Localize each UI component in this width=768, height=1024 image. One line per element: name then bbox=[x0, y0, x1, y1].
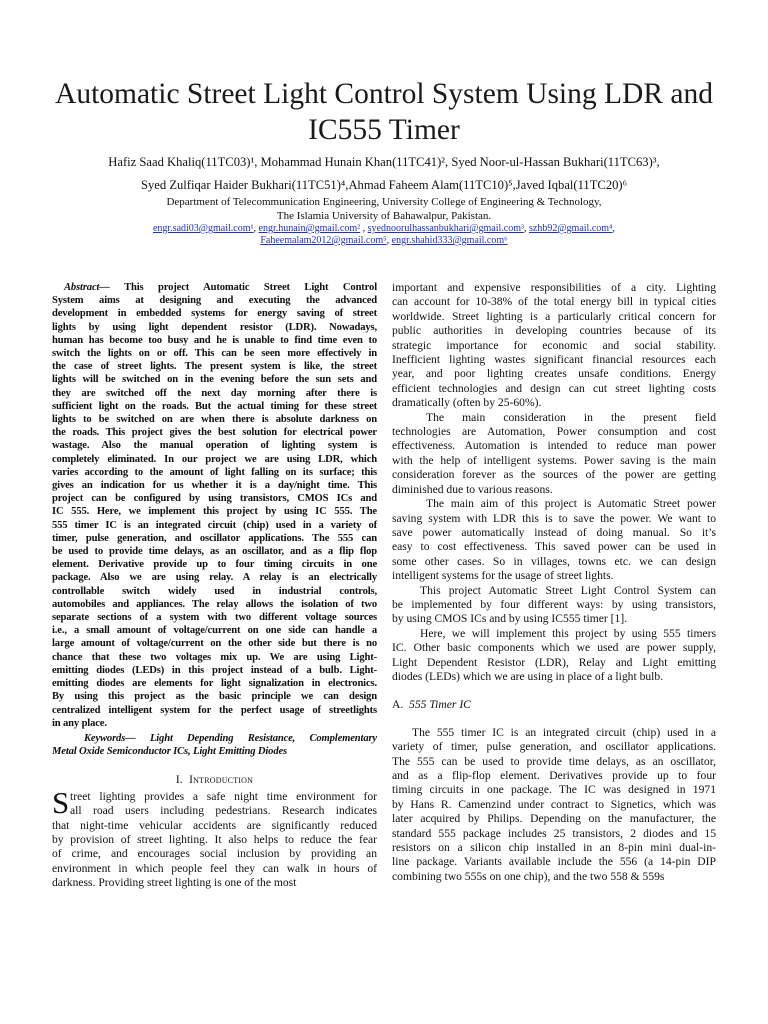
text-line: combining two 555s on one chip), and the two 558 & 559s bbox=[392, 869, 665, 883]
author-list bbox=[0, 151, 768, 197]
text-line: IC 555. Here, we implement this project by using IC 555. The bbox=[52, 506, 377, 518]
text-line: automobiles and appliances. The relay allows the isolation of two bbox=[52, 598, 377, 610]
text-line: be used to provide time delays, as an oscillator, and as a flip flop bbox=[52, 546, 377, 558]
text-line: and as a flip-flop element. Derivatives provide up to four bbox=[392, 769, 716, 782]
text-line: package. Also we are using relay. A relay is an electrically bbox=[52, 572, 377, 584]
text-line: treet lighting provides a safe night time environment for bbox=[70, 789, 377, 803]
email-separator: , bbox=[360, 223, 368, 234]
text-line: Metal Oxide Semiconductor ICs, Light Emitting Diodes bbox=[52, 746, 287, 758]
text-line: By using this project as the basic principle we can design bbox=[52, 691, 377, 703]
affiliation bbox=[0, 195, 768, 223]
author-line: Hafiz Saad Khaliq(11TC03)¹, Mohammad Hunain Khan(11TC41)², Syed Noor-ul-Hassan Bukhari(11TC63)³, bbox=[108, 155, 660, 169]
text-line: line package. Variants available include the 556 (a 14-pin DIP bbox=[392, 855, 716, 869]
text-line: centralized intelligent system for the perfect usage of streetlights bbox=[52, 704, 377, 716]
keywords-label: Keywords— bbox=[84, 732, 136, 744]
text-line: The main consideration in the present field bbox=[426, 410, 716, 424]
subsection-title: 555 Timer IC bbox=[409, 698, 471, 712]
text-line: public authorities in developing countries because of its bbox=[392, 324, 716, 338]
email-link[interactable]: engr.hunain@gmail.com² bbox=[258, 223, 361, 234]
text-line: project can be configured by using transistors, CMOS ICs and bbox=[52, 493, 377, 505]
text-fragment: This project Automatic Street Light Control bbox=[109, 282, 377, 293]
text-line: save power automatically instead of doing manual. So it’s bbox=[392, 525, 716, 539]
text-line: i.e., a small amount of voltage/current on one side can handle a bbox=[52, 625, 377, 637]
text-line: emitting diodes (LEDs) in this project instead of a bulb. Light- bbox=[52, 664, 377, 676]
paragraph bbox=[392, 584, 716, 627]
text-line: Inefficient lighting wastes significant financial resources each bbox=[392, 353, 716, 367]
text-line: timing circuits in one package. The IC was designed in 1971 bbox=[392, 783, 716, 797]
text-line: by provision of street lighting. It also helps to reduce the fear bbox=[52, 832, 377, 846]
text-line: This project Automatic Street Light Control System can bbox=[420, 583, 716, 597]
text-line: Here, we will implement this project by using 555 timers bbox=[420, 626, 716, 640]
text-line: development in embedded systems for energy saving of street bbox=[52, 308, 377, 320]
text-line: effectiveness. Automation is intended to reduce man power bbox=[392, 439, 716, 453]
text-line: completely eliminated. In our project we are using LDR, which bbox=[52, 453, 377, 465]
text-line: 555 timer IC is an integrated circuit (chip) used in a variety of bbox=[52, 519, 377, 531]
text-line: by using CMOS ICs and by using IC555 timer [1]. bbox=[392, 612, 628, 626]
title-line: IC555 Timer bbox=[308, 114, 460, 146]
text-line bbox=[52, 732, 377, 745]
text-fragment: Light Depending Resistance, Complementary bbox=[135, 732, 377, 744]
paragraph bbox=[392, 281, 716, 411]
text-line: be implemented by four different ways: by using transistors, bbox=[392, 597, 716, 611]
text-line: wastage. Also the manual operation of lighting system is bbox=[52, 440, 377, 452]
text-line: environment in which people feel they can walk in hours of bbox=[52, 861, 377, 875]
text-line: diodes (LEDs) which we are using in place of a light bulb. bbox=[392, 669, 664, 683]
text-line: in any place. bbox=[52, 717, 107, 729]
paragraph bbox=[392, 411, 716, 497]
text-line: they are switched off the next day morning after there is bbox=[52, 387, 377, 399]
text-line: consideration forever as the sources of the power are getting bbox=[392, 468, 716, 482]
text-line: lights to be switched on are when there is absolute darkness on bbox=[52, 414, 377, 426]
introduction-text bbox=[52, 784, 377, 891]
text-line: the roads. This project gives the best solution for electrical power bbox=[52, 427, 377, 439]
paragraph bbox=[392, 726, 716, 884]
section-heading-introduction bbox=[52, 773, 377, 787]
abstract-label: Abstract— bbox=[64, 282, 110, 293]
text-line: by Hans R. Camenzind under contract to Signetics, which was bbox=[392, 797, 716, 811]
text-line: year, and poor lighting creates unsafe conditions. Energy bbox=[392, 367, 716, 381]
text-line: resistors on a silicon chip installed in an 8-pin mini dual-in- bbox=[392, 841, 716, 855]
text-line: efficient technologies and design can cut street lighting costs bbox=[392, 381, 716, 395]
section-title: Introduction bbox=[189, 773, 254, 786]
section-number: I. bbox=[175, 773, 183, 786]
text-line: large amount of voltage/current on the other side but there is no bbox=[52, 638, 377, 650]
text-line: variety of timer, pulse generation, and oscillator applications. bbox=[392, 740, 716, 754]
text-line: separate sections of a system with two different voltage sources bbox=[52, 612, 377, 624]
text-line: darkness. Providing street lighting is one of the most bbox=[52, 876, 297, 890]
email-link[interactable]: engr.sadi03@gmail.com¹ bbox=[152, 223, 254, 234]
text-line: of crime, and encourages social inclusion by providing an bbox=[52, 847, 377, 861]
email-link[interactable]: syednoorulhassanbukhari@gmail.com³ bbox=[367, 223, 524, 234]
paper-title bbox=[0, 76, 768, 148]
text-line: The 555 can be used to provide time delays, as an oscillator, bbox=[392, 754, 716, 768]
text-line: important and expensive responsibilities of a city. Lighting bbox=[392, 281, 716, 294]
text-line: switch the lights on or off. This can be seen more effectively in bbox=[52, 348, 377, 360]
text-line: IC. Other basic components which we used are power supply, bbox=[392, 641, 716, 655]
text-line: controllable switch widely used in industrial controls, bbox=[52, 585, 377, 597]
text-line: lights will be switched on in the evening before the sun sets and bbox=[52, 374, 377, 386]
text-line: technologies are Automation, Power consumption and cost bbox=[392, 425, 716, 439]
title-line: Automatic Street Light Control System Using LDR and bbox=[55, 78, 713, 110]
right-column bbox=[392, 281, 716, 884]
abstract bbox=[52, 281, 377, 730]
affiliation-line: Department of Telecommunication Engineering, University College of Engineering & Technology, bbox=[166, 196, 602, 208]
text-line: emitting diodes are elements for light signalization in electronics. bbox=[52, 678, 377, 690]
email-link[interactable]: Faheemalam2012@gmail.com⁵ bbox=[260, 235, 387, 246]
text-line: sufficient light on the roads. But the actual timing for these street bbox=[52, 400, 377, 412]
email-separator: , bbox=[386, 235, 392, 246]
text-line: that night-time vehicular accidents are significantly reduced bbox=[52, 818, 377, 832]
text-line: The main aim of this project is Automatic Street power bbox=[426, 497, 716, 511]
text-line: easy to cost effectiveness. This saved power can be used in bbox=[392, 540, 716, 554]
text-line: chance that these two voltages mix up. We are using Light- bbox=[52, 651, 377, 663]
email-separator: , bbox=[524, 223, 529, 234]
text-line: The 555 timer IC is an integrated circuit (chip) used in a bbox=[412, 725, 716, 739]
text-line: can account for 10-38% of the total energy bill in typical cities bbox=[392, 295, 716, 309]
email-link[interactable]: szhb92@gmail.com⁴ bbox=[529, 223, 613, 234]
text-line: human has become too busy and he is unable to find time even to bbox=[52, 334, 377, 346]
text-line: the case of street lights. The present system is like, the street bbox=[52, 361, 377, 373]
text-line bbox=[52, 281, 377, 294]
text-line: System aims at designing and executing the advanced bbox=[52, 295, 377, 307]
email-list bbox=[0, 223, 768, 247]
text-line: varies according to the amount of light falling on its surface; this bbox=[52, 466, 377, 478]
email-separator: , bbox=[253, 223, 259, 234]
text-line: diminished due to various reasons. bbox=[392, 482, 553, 496]
keywords bbox=[52, 732, 377, 759]
subsection-label: A. bbox=[392, 698, 404, 712]
text-line: lights by using light dependent resistor (LDR). Nowadays, bbox=[52, 321, 377, 333]
text-line: gives an indication for us whether it is a day/night time. This bbox=[52, 480, 377, 492]
affiliation-line: The Islamia University of Bahawalpur, Pakistan. bbox=[276, 210, 492, 222]
email-link[interactable]: engr.shahid333@gmail.com⁶ bbox=[391, 235, 508, 246]
text-line: with the help of intelligent systems. Power saving is the main bbox=[392, 453, 716, 467]
text-line: standard 555 package includes 25 transistors, 2 diodes and 15 bbox=[392, 826, 716, 840]
text-line: dramatically (often by 25-60%). bbox=[392, 396, 542, 410]
text-line: worldwide. Street lighting is a particularly critical concern for bbox=[392, 309, 716, 323]
text-line: timer, pulse generation, and oscillator applications. The 555 can bbox=[52, 532, 377, 544]
subsection-heading bbox=[392, 698, 716, 712]
text-line: all road users including pedestrians. Research indicates bbox=[70, 804, 377, 818]
paragraph bbox=[392, 627, 716, 685]
text-line: strategic importance for economic and social stability. bbox=[392, 338, 716, 352]
left-column bbox=[52, 281, 377, 891]
text-line: some other cases. So in villages, towns etc. we can design bbox=[392, 554, 716, 568]
text-line: Light Dependent Resistor (LDR), Relay and Light emitting bbox=[392, 655, 716, 669]
email-separator: , bbox=[612, 223, 616, 234]
text-line: intelligent systems for the usage of street lights. bbox=[392, 569, 614, 583]
text-line: element. Derivative provide up to four timing circuits in one bbox=[52, 559, 377, 571]
paragraph bbox=[392, 497, 716, 583]
text-line: saving system with LDR this is to save the power. We want to bbox=[392, 511, 716, 525]
author-line: Syed Zulfiqar Haider Bukhari(11TC51)⁴,Ahmad Faheem Alam(11TC10)⁵,Javed Iqbal(11TC20)⁶ bbox=[140, 178, 628, 192]
drop-cap: S bbox=[52, 784, 70, 820]
text-line: later acquired by Philips. Depending on the manufacturer, the bbox=[392, 812, 716, 826]
